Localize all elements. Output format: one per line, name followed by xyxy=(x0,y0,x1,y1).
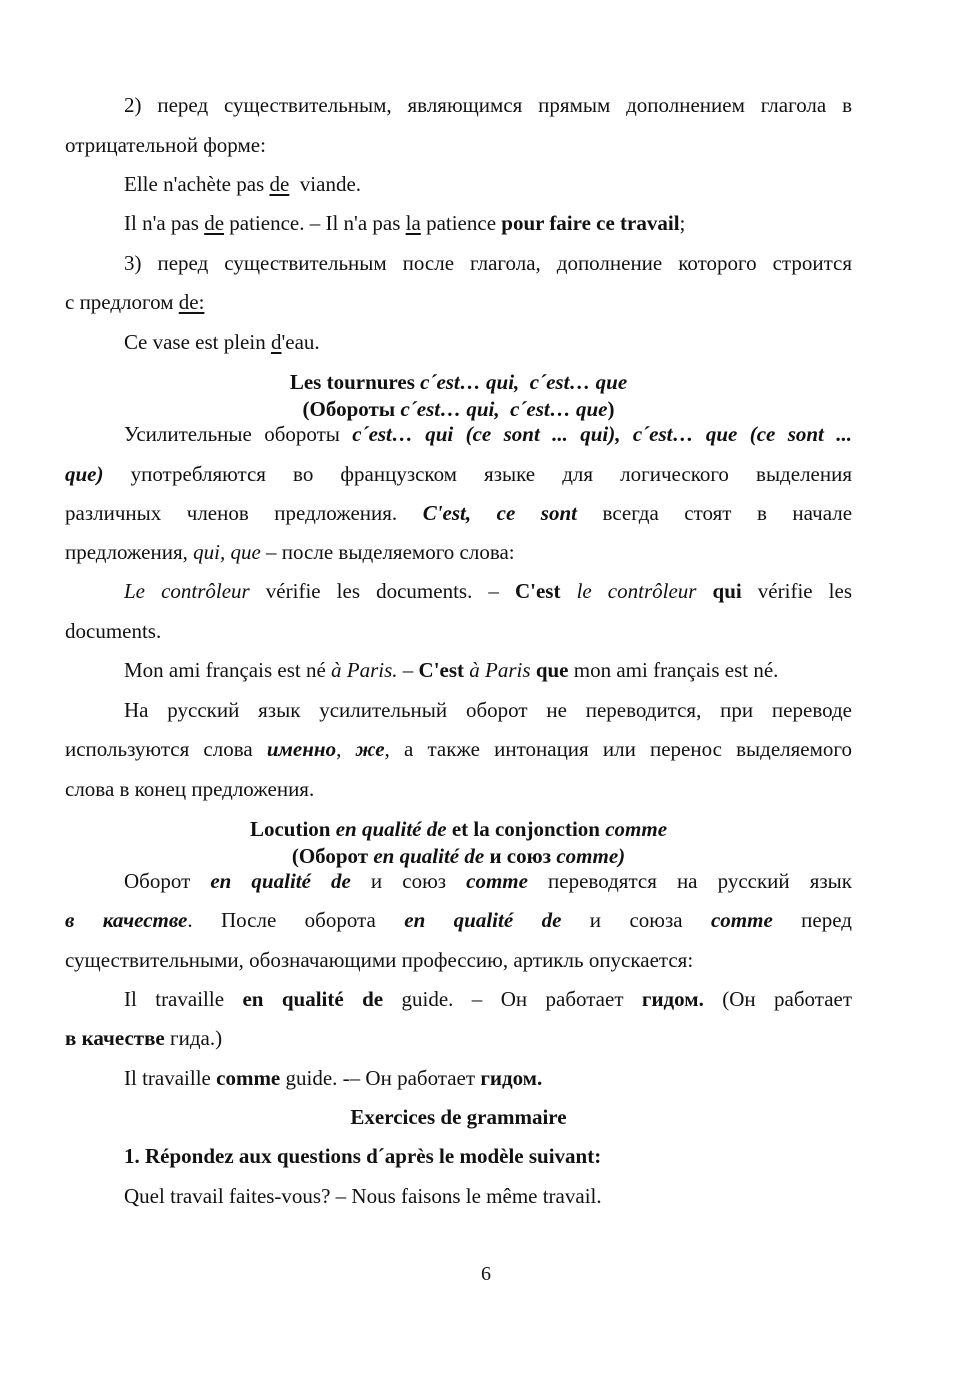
text: , а также интонация или перенос выделяемого xyxy=(384,737,852,761)
example-1 xyxy=(65,165,852,205)
bold-italic-text: именно xyxy=(266,737,337,761)
paragraph-translation-line-2 xyxy=(65,730,852,770)
text: guide. -– Он работает xyxy=(280,1066,481,1090)
paragraph-intensifier-line-3 xyxy=(65,494,852,534)
text: Locution xyxy=(249,817,336,841)
text: – xyxy=(397,658,419,682)
bold-italic-text: en qualité de xyxy=(404,908,562,932)
text: существительными, обозначающими профессию, артикль опускается: xyxy=(65,948,694,972)
text: guide. – Он работает xyxy=(383,987,642,1011)
example-4-line-1 xyxy=(65,572,852,612)
text: Exercices de grammaire xyxy=(350,1105,567,1129)
exercises-heading xyxy=(65,1098,852,1138)
bold-text: C'est xyxy=(514,579,561,603)
text: . После оборота xyxy=(187,908,405,932)
example-6-line-2 xyxy=(65,1019,852,1059)
text: переводятся на русский язык xyxy=(527,869,852,893)
italic-text: comme) xyxy=(556,844,626,868)
italic-text: à Paris. xyxy=(331,658,398,682)
text: (Он работает xyxy=(703,987,853,1011)
paragraph-rule-2-line-1 xyxy=(65,86,852,126)
underlined-text: la xyxy=(405,211,421,235)
text: Les tournures xyxy=(289,370,421,394)
text: гида.) xyxy=(164,1026,223,1050)
text: и союз xyxy=(350,869,467,893)
text: vérifie les documents. – xyxy=(249,579,515,603)
example-6-line-1 xyxy=(65,980,852,1020)
text: и союз xyxy=(484,844,557,868)
bold-text: в качестве xyxy=(65,1026,165,1050)
italic-text: c´est… qui, c´est… que xyxy=(400,397,608,421)
underlined-text: de xyxy=(269,172,290,196)
italic-text: c´est… qui, c´est… que xyxy=(420,370,628,394)
text: всегда стоят в начале xyxy=(577,501,853,525)
text: различных членов предложения. xyxy=(65,501,423,525)
paragraph-rule-3-line-2 xyxy=(65,283,852,323)
text: предложения, xyxy=(65,540,194,564)
paragraph-translation-line-1 xyxy=(65,691,852,731)
italic-text: comme xyxy=(605,817,668,841)
text: (Обороты xyxy=(302,397,401,421)
paragraph-rule-2-line-2 xyxy=(65,126,852,166)
underlined-text: de: xyxy=(178,290,205,314)
text: отрицательной форме: xyxy=(65,133,266,157)
text: patience. – Il n'a pas xyxy=(224,211,406,235)
text: Ce vase est plein xyxy=(124,330,271,354)
text xyxy=(696,579,712,603)
text: 2) перед существительным, являющимся прямым дополнением глагола в xyxy=(124,93,852,117)
italic-text: en qualité de xyxy=(373,844,485,868)
paragraph-qualite-line-1 xyxy=(65,862,852,902)
text: 1. Répondez aux questions d´après le modèle suivant: xyxy=(124,1144,602,1168)
paragraph-rule-3-line-1 xyxy=(65,244,852,284)
bold-text: en qualité de xyxy=(242,987,384,1011)
example-5 xyxy=(65,651,852,691)
text: ) xyxy=(607,397,615,421)
bold-italic-text: c´est… qui (ce sont ... qui), c´est… que (ce sont ... xyxy=(352,422,852,446)
text: слова в конец предложения. xyxy=(65,777,315,801)
exercise-1-title xyxy=(65,1137,852,1177)
text: documents. xyxy=(65,619,162,643)
text: Il travaille xyxy=(124,1066,217,1090)
text: Elle n'achète pas xyxy=(124,172,270,196)
bold-text: гидом. xyxy=(641,987,704,1011)
paragraph-intensifier-line-1 xyxy=(65,415,852,455)
paragraph-translation-line-3 xyxy=(65,770,852,810)
example-3 xyxy=(65,323,852,363)
text: Il travaille xyxy=(124,987,243,1011)
bold-text: comme xyxy=(216,1066,281,1090)
text: На русский язык усилительный оборот не переводится, при переводе xyxy=(124,698,852,722)
section-heading-locution xyxy=(65,816,852,843)
page-number: 6 xyxy=(481,1263,491,1285)
italic-text: en qualité de xyxy=(335,817,447,841)
bold-italic-text: C'est, ce sont xyxy=(422,501,577,525)
text: ; xyxy=(679,211,686,235)
paragraph-qualite-line-3 xyxy=(65,941,852,981)
bold-italic-text: que) xyxy=(65,462,104,486)
bold-text: qui xyxy=(712,579,742,603)
example-2 xyxy=(65,204,852,244)
text: перед xyxy=(772,908,852,932)
bold-text: C'est xyxy=(418,658,465,682)
text: используются слова xyxy=(65,737,267,761)
underlined-text: de xyxy=(204,211,225,235)
text: 3) перед существительным после глагола, дополнение которого строится xyxy=(124,251,852,275)
text: Il n'a pas xyxy=(124,211,205,235)
bold-italic-text: comme xyxy=(466,869,528,893)
text: Mon ami français est né xyxy=(124,658,332,682)
text: viande. xyxy=(289,172,362,196)
text: (Оборот xyxy=(291,844,374,868)
italic-text: qui, que xyxy=(193,540,261,564)
text: употребляются во французском языке для логического выделения xyxy=(103,462,852,486)
text: vérifie les xyxy=(741,579,853,603)
italic-text: le contrôleur xyxy=(576,579,697,603)
italic-text: Le contrôleur xyxy=(124,579,250,603)
text: с предлогом xyxy=(65,290,179,314)
bold-text: pour faire ce travail xyxy=(501,211,680,235)
text: et la conjonction xyxy=(446,817,606,841)
bold-italic-text: en qualité de xyxy=(210,869,351,893)
text: mon ami français est né. xyxy=(568,658,779,682)
text: Оборот xyxy=(124,869,211,893)
bold-italic-text: comme xyxy=(710,908,773,932)
bold-text: que xyxy=(535,658,569,682)
paragraph-intensifier-line-4 xyxy=(65,533,852,573)
bold-italic-text: же xyxy=(355,737,385,761)
bold-italic-text: в качестве xyxy=(65,908,188,932)
paragraph-intensifier-line-2 xyxy=(65,455,852,495)
text: Quel travail faites-vous? – Nous faisons le même travail. xyxy=(124,1184,602,1208)
text: 'eau. xyxy=(281,330,320,354)
underlined-text: d xyxy=(270,330,282,354)
text: Усилительные обороты xyxy=(124,422,353,446)
exercise-1-model xyxy=(65,1177,852,1217)
text: patience xyxy=(420,211,502,235)
text: и союза xyxy=(561,908,711,932)
text: , xyxy=(336,737,356,761)
example-4-line-2 xyxy=(65,612,852,652)
example-7 xyxy=(65,1059,852,1099)
text: – после выделяемого слова: xyxy=(260,540,515,564)
paragraph-qualite-line-2 xyxy=(65,901,852,941)
section-heading-tournures xyxy=(65,369,852,396)
italic-text: à Paris xyxy=(469,658,531,682)
bold-text: гидом. xyxy=(480,1066,543,1090)
text xyxy=(560,579,576,603)
